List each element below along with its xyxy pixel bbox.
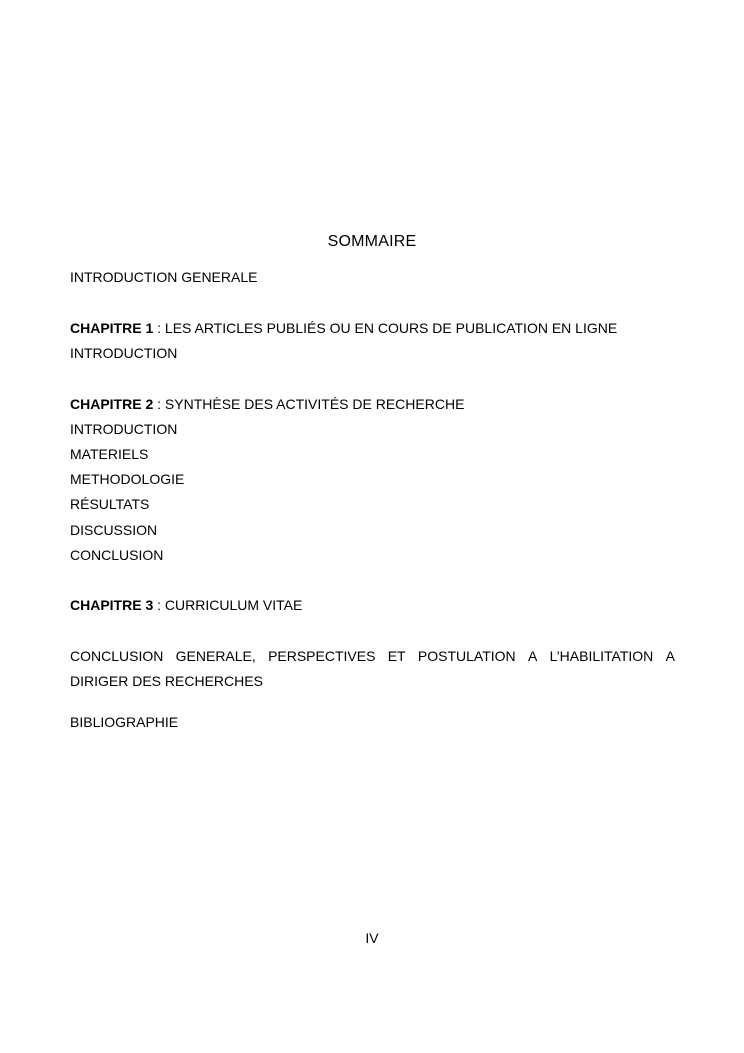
chapitre-3-separator: : (153, 597, 165, 613)
conclusion-line-1 (70, 647, 675, 665)
toc-intro-generale: INTRODUCTION GENERALE (70, 269, 258, 285)
conclusion-word: PERSPECTIVES (268, 648, 376, 664)
page-title: SOMMAIRE (327, 233, 417, 250)
toc-chapitre-1 (70, 319, 617, 337)
toc-chapitre-2-item: RÉSULTATS (70, 496, 150, 512)
chapitre-2-label: CHAPITRE 2 (70, 396, 154, 412)
chapitre-1-separator: : (153, 320, 165, 336)
chapitre-1-label: CHAPITRE 1 (70, 320, 154, 336)
toc-chapitre-2-item: MATERIELS (70, 446, 149, 462)
conclusion-word: CONCLUSION (70, 648, 164, 664)
toc-chapitre-1-item: INTRODUCTION (70, 345, 178, 361)
chapitre-1-text: LES ARTICLES PUBLIÉS OU EN COURS DE PUBLICATION EN LIGNE (164, 320, 618, 336)
conclusion-word: ET (387, 648, 406, 664)
toc-chapitre-2-item: DISCUSSION (70, 522, 158, 538)
chapitre-3-text: CURRICULUM VITAE (164, 597, 303, 613)
conclusion-word: A (665, 648, 675, 664)
toc-chapitre-2-item: INTRODUCTION (70, 421, 178, 437)
chapitre-3-label: CHAPITRE 3 (70, 597, 154, 613)
conclusion-word: A (527, 648, 538, 664)
toc-conclusion-generale (70, 647, 675, 665)
toc-chapitre-3 (70, 596, 302, 614)
toc-chapitre-2-item: CONCLUSION (70, 547, 164, 563)
toc-chapitre-2 (70, 395, 464, 413)
conclusion-line-2: DIRIGER DES RECHERCHES (70, 673, 263, 689)
chapitre-2-separator: : (153, 396, 165, 412)
conclusion-word: POSTULATION (417, 648, 516, 664)
toc-chapitre-2-item: METHODOLOGIE (70, 471, 185, 487)
chapitre-2-text: SYNTHÈSE DES ACTIVITÉS DE RECHERCHE (164, 396, 465, 412)
page-number: IV (365, 930, 379, 946)
conclusion-word: GENERALE, (175, 648, 256, 664)
toc-bibliographie: BIBLIOGRAPHIE (70, 714, 179, 730)
conclusion-word: L’HABILITATION (549, 648, 654, 664)
